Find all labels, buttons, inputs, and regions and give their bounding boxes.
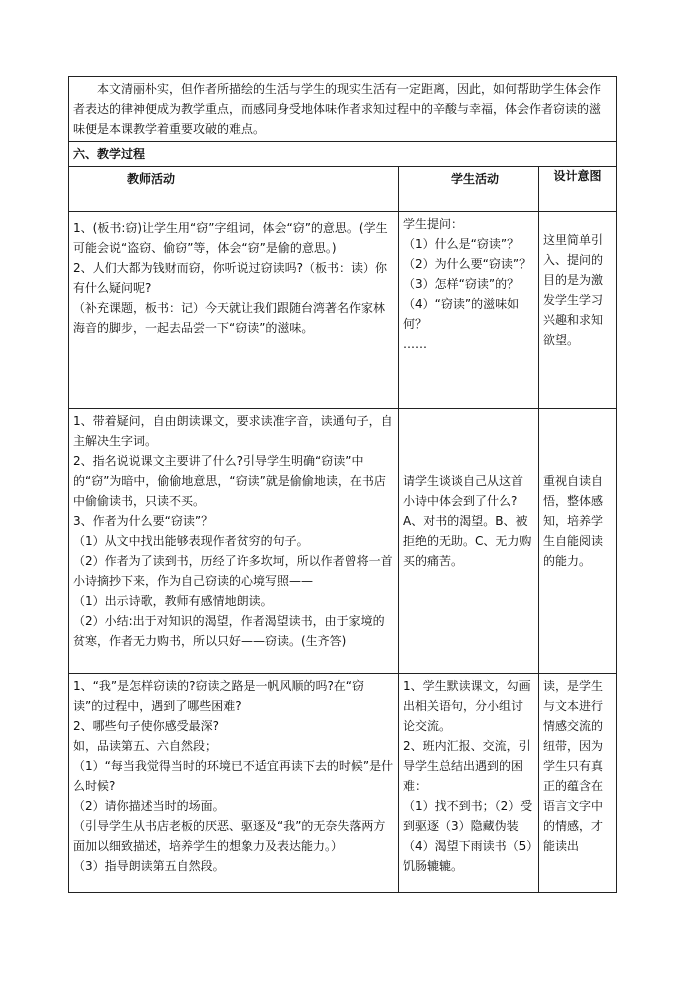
table-row bbox=[69, 409, 617, 674]
design-cell bbox=[539, 674, 617, 893]
intro-row bbox=[69, 77, 617, 142]
section-title: 六、教学过程 bbox=[69, 142, 617, 167]
teacher-paragraph: 1、(板书:窃)让学生用“窃”字组词，体会“窃”的意思。(学生可能会说“盗窃、偷窃”等，体会“窃”是偷的意思。) bbox=[73, 221, 388, 255]
table-row bbox=[69, 212, 617, 409]
student-text: 请学生谈谈自己从这首小诗中体会到了什么?A、对书的渴望。B、被拒绝的无助。C、无力购买的痛苦。 bbox=[403, 474, 532, 568]
teacher-paragraph: 2、人们大都为钱财而窃，你听说过窃读吗?（板书：读）你有什么疑问呢? bbox=[73, 261, 388, 295]
section-row bbox=[69, 142, 617, 167]
student-cell bbox=[399, 212, 539, 409]
teacher-paragraph: 3、作者为什么要“窃读”？ bbox=[73, 514, 214, 528]
teacher-cell bbox=[69, 212, 399, 409]
design-text: 重视自读自悟，整体感知，培养学生自能阅读的能力。 bbox=[543, 474, 604, 568]
header-row bbox=[69, 167, 617, 212]
design-cell bbox=[539, 409, 617, 674]
student-line: 学生提问： bbox=[403, 217, 464, 231]
design-text: 这里简单引入、提问的目的是为激发学生学习兴趣和求知欲望。 bbox=[543, 233, 604, 347]
design-cell bbox=[539, 212, 617, 409]
student-line: 2、班内汇报、交流，引导学生总结出遇到的困难： bbox=[403, 739, 531, 793]
teacher-paragraph: （3）指导朗读第五自然段。 bbox=[73, 859, 225, 873]
teacher-paragraph: （引导学生从书店老板的厌恶、驱逐及“我”的无奈失落两方面加以细致描述，培养学生的想象力及表达能力。） bbox=[73, 819, 386, 853]
teacher-paragraph: （2）请你描述当时的场面。 bbox=[73, 799, 225, 813]
teacher-paragraph: 如，品读第五、六自然段； bbox=[73, 739, 218, 753]
student-line: （1）找不到书；（2）受到驱逐（3）隐藏伪装（4）渴望下雨读书（5）饥肠辘辘。 bbox=[403, 799, 533, 873]
student-cell bbox=[399, 409, 539, 674]
student-line: （4）“窃读”的滋味如何？ bbox=[403, 297, 520, 331]
header-student: 学生活动 bbox=[399, 167, 539, 212]
header-teacher: 教师活动 bbox=[69, 167, 399, 212]
teacher-cell bbox=[69, 409, 399, 674]
table-row bbox=[69, 674, 617, 893]
lesson-plan-sheet bbox=[68, 76, 616, 893]
student-line: 1、学生默读课文，勾画出相关语句，分小组讨论交流。 bbox=[403, 679, 531, 733]
student-line: …… bbox=[403, 337, 427, 351]
teacher-cell bbox=[69, 674, 399, 893]
teacher-paragraph: 2、指名说说课文主要讲了什么?引导学生明确“窃读”中的“窃”为暗中，偷偷地意思，“窃读”就是偷偷地读，在书店中偷偷读书，只读不买。 bbox=[73, 454, 386, 508]
student-line: （3）怎样“窃读”的？ bbox=[403, 277, 520, 291]
teacher-paragraph: （1）出示诗歌，教师有感情地朗读。 bbox=[73, 594, 273, 608]
intro-paragraph: 本文清丽朴实，但作者所描绘的生活与学生的现实生活有一定距离，因此，如何帮助学生体会作者表达的律神便成为教学重点，而感同身受地体味作者求知过程中的辛酸与幸福，体会作者窃读的滋味便是本课教学着重要攻破的难点。 bbox=[69, 77, 617, 142]
teacher-paragraph: （补充课题，板书：记）今天就让我们跟随台湾著名作家林海音的脚步，一起去品尝一下“窃读”的滋味。 bbox=[73, 301, 386, 335]
teacher-paragraph: 2、哪些句子使你感受最深? bbox=[73, 719, 220, 733]
lesson-plan-table bbox=[68, 76, 617, 893]
student-line: （2）为什么要“窃读”？ bbox=[403, 257, 532, 271]
teacher-paragraph: （2）作者为了读到书，历经了许多坎坷，所以作者曾将一首小诗摘抄下来，作为自己窃读的心境写照—— bbox=[73, 554, 393, 588]
teacher-paragraph: （1）从文中找出能够表现作者贫穷的句子。 bbox=[73, 534, 309, 548]
teacher-paragraph: 1、带着疑问，自由朗读课文，要求读准字音，读通句子，自主解决生字词。 bbox=[73, 414, 393, 448]
teacher-paragraph: （1）“每当我觉得当时的环境已不适宜再读下去的时候”是什么时候? bbox=[73, 759, 394, 793]
design-text: 读，是学生与文本进行情感交流的纽带，因为学生只有真正的蕴含在语言文字中的情感，才能读出 bbox=[543, 679, 604, 853]
header-design: 设计意图 bbox=[539, 167, 617, 212]
student-cell bbox=[399, 674, 539, 893]
teacher-paragraph: 1、“我”是怎样窃读的?窃读之路是一帆风顺的吗?在“窃读”的过程中，遇到了哪些困难? bbox=[73, 679, 365, 713]
student-line: （1）什么是“窃读”？ bbox=[403, 237, 520, 251]
teacher-paragraph: （2）小结:出于对知识的渴望，作者渴望读书，由于家境的贫寒，作者无力购书，所以只好——窃读。(生齐答) bbox=[73, 614, 385, 648]
